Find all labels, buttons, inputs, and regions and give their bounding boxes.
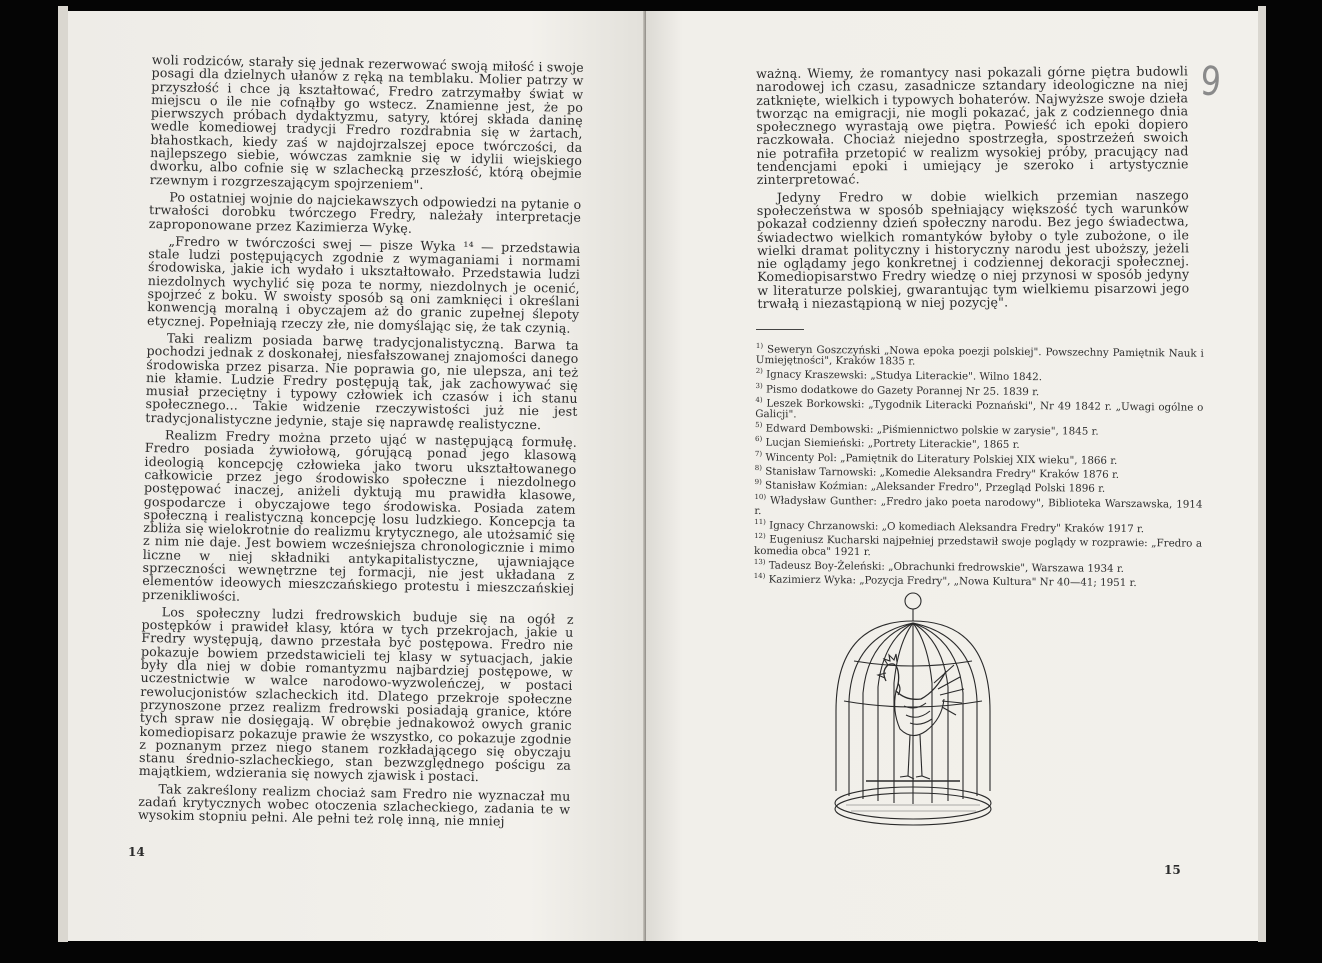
footnote: $^{8)}$ Stanisław Tarnowski: „Komedie Aleksandra Fredry" Kraków 1876 r. (754, 464, 1120, 482)
left-page-text (138, 53, 584, 833)
footnote: $^{14)}$ Kazimierz Wyka: „Pozycja Fredry", „Nowa Kultura" Nr 40—41; 1951 r. (753, 571, 1137, 589)
footnote: $^{3)}$ Pismo dodatkowe do Gazety Porannej Nr 25. 1839 r. (755, 381, 1040, 398)
footnote: $^{5)}$ Edward Dembowski: „Piśmiennictwo polskie w zarysie", 1845 r. (755, 421, 1099, 438)
right-page-text (756, 64, 1190, 314)
footnote: $^{11)}$ Ignacy Chrzanowski: „O komediach Aleksandra Fredry" Kraków 1917 r. (754, 517, 1145, 536)
footnote: $^{12)}$ Eugeniusz Kucharski najpełniej przedstawił swoje poglądy w rozprawie: „Fredro a komedia obca" 1921 r. (753, 532, 1203, 558)
left-page (68, 11, 646, 941)
footnote: $^{10)}$ Władysław Gunther: „Fredro jako poeta narodowy", Biblioteka Warszawska, 1914 r. (754, 492, 1203, 518)
footnote-separator (756, 329, 804, 330)
right-page-edge (1258, 6, 1266, 942)
paragraph: woli rodziców, starały się jednak rezerwować swoją miłość i swoje posagi dla dzielnych ułanów z ręką na temblaku. Molier patrzy w przyszłość i chce ją kształtować, Fredro zatrzymałby świat w miejscu o ile nie cofnąłby go wstecz. Znamienne jest, że po pierwszych próbach dydaktyzmu, satyry, której składa daninę wedle komediowej tradycji Fredro rozdrabnia się w żartach, błahostkach, kiedy zaś w najdojrzalszej epoce twórczości, da najlepszego siebie, wówczas zamknie się w idylii wiejskiego dworku, albo cofnie się w szlachecką przeszłość, którą obejmie rzewnym i rozgrzeszającym spojrzeniem". (149, 52, 584, 192)
paragraph: Los społeczny ludzi fredrowskich buduje się na ogół z postępków i prawideł klasy, która w tych przekrojach, jakie u Fredry występują, dawno przestała być postępowa. Fredro nie pokazuje bowiem przedstawicieli tej klasy w sytuacjach, jakie były dla niej w dobie romantyzmu najbardziej postępowe, w uczestnictwie w walce narodowo-wyzwoleńczej, w postaci rewolucjonistów szlacheckich itd. Dlatego przekroje społeczne przynoszone przez realizm fredrowski posiadają granice, które tych spraw nie dosięgają. W obrębie jednakowoż owych granic komediopisarz pokazuje prawie że wszystko, co pokazuje zgodnie z poznanym przez niego stanem rozkładającego się obyczaju stanu średnio-szlacheckiego, stan bezwzględnego pościgu za majątkiem, wdzierania się nowych zjawisk i postaci. (138, 604, 574, 785)
paragraph: Realizm Fredry można przeto ująć w następującą formułę. Fredro posiada żywiołową, górującą ponad jego klasową ideologią koncepcję człowieka jako tworu ukształtowanego całkowicie przez jego środowisko społeczne i niezdolnego postępować inaczej, aniżeli dyktują mu prawidła klasowe, gospodarcze i obyczajowe tego środowiska. Posiada zatem społeczną i realistyczną koncepcję losu ludzkiego. Koncepcja ta zbliża się wielokrotnie do realizmu krytycznego, ale utożsamić się z nim nie daje. Jest bowiem wcześniejsza chronologicznie i mimo liczne w niej składniki antykapitalistyczne, ujawniające sprzeczności wewnętrzne tej formacji, nie jest układana z elementów ideowych mieszczańskiego protestu i mieszczańskiej przenikliwości. (141, 427, 578, 604)
footnote: $^{6)}$ Lucjan Siemieński: „Portrety Literackie", 1865 r. (755, 435, 1020, 452)
footnote: $^{2)}$ Ignacy Kraszewski: „Studya Literackie". Wilno 1842. (755, 367, 1043, 384)
footnote: $^{7)}$ Wincenty Pol: „Pamiętnik do Literatury Polskiej XIX wieku", 1866 r. (754, 449, 1118, 467)
caged-rooster-illustration (826, 591, 1001, 836)
right-page (646, 11, 1258, 941)
book-spread (68, 11, 1258, 941)
footnotes (754, 341, 1204, 590)
paragraph: ważną. Wiemy, że romantycy nasi pokazali górne piętra budowli narodowej ich czasu, zasadnicze sztandary ideologiczne na niej zatknięte, wielkich i typowych bohaterów. Najwyższe swoje dzieła tworząc na emigracji, nie mogli pokazać, jak z codziennego dnia społecznego wyrastają owe piętra. Powieść ich epoki dopiero raczkowała. Chociaż niejedno spostrzegła, spostrzeżeń swoich nie potrafiła przetopić w realizm wysokiej próby, pracujący nad tendencjami epoki i umiejący je szeroko i artystycznie zinterpretować. (755, 63, 1189, 188)
page-number: 15 (1164, 863, 1181, 877)
left-page-edge (58, 6, 68, 942)
footnote: $^{1)}$ Seweryn Goszczyński „Nowa epoka poezji polskiej". Powszechny Pamiętnik Nauk i Umiejętności", Kraków 1835 r. (755, 341, 1204, 368)
footnote: $^{9)}$ Stanisław Koźmian: „Aleksander Fredro", Przegląd Polski 1896 r. (754, 478, 1106, 496)
footnote: $^{4)}$ Leszek Borkowski: „Tygodnik Literacki Poznański", Nr 49 1842 r. „Uwagi ogólne o Galicji". (755, 395, 1204, 421)
page-number: 14 (128, 845, 145, 859)
paragraph: Tak zakreślony realizm chociaż sam Fredro nie wyznaczał mu zadań krytycznych wobec otoczenia szlacheckiego, zadania te w wysokim stopniu pełni. Ale pełni też rolę inną, nie mniej (137, 780, 571, 829)
paragraph: Po ostatniej wojnie do najciekawszych odpowiedzi na pytanie o trwałości dorobku twórczego Fredry, należały interpretacje zaproponowane przez Kazimierza Wykę. (148, 189, 582, 236)
paragraph: Jedyny Fredro w dobie wielkich przemian naszego społeczeństwa w sposób spełniający większość tych warunków pokazał codzienny dzień społeczny narodu. Bez jego świadectwa, świadectwo wielkich romantyków byłoby o tyle zubożone, o ile wielki dramat polityczny i historyczny narodu jest uboższy, jeżeli nie oglądamy jego konkretnej i codziennej dekoracji społecznej. Komediopisarstwo Fredry wiedzę o niej przynosi w sposób jedyny w literaturze polskiej, gwarantując tym wielkiemu pisarzowi jego trwałą i niezastąpioną w niej pozycję". (756, 187, 1190, 312)
footnote: $^{13)}$ Tadeusz Boy-Żeleński: „Obrachunki fredrowskie", Warszawa 1934 r. (753, 557, 1125, 575)
paragraph: Taki realizm posiada barwę tradycjonalistyczną. Barwa ta pochodzi jednak z doskonałej, niesfałszowanej znajomości danego środowiska przez pisarza. Nie poprawia go, nie ulepsza, ani też nie kłamie. Ludzie Fredry postępują tak, jak zachowywać się musiał przeciętny i typowy człowiek ich czasów i ich stanu społecznego... Takie widzenie rzeczywistości już nie jest tradycjonalistyczne jedynie, staje się naprawdę realistyczne. (145, 330, 579, 432)
handwritten-page-number: 9 (1198, 58, 1223, 106)
paragraph: „Fredro w twórczości swej — pisze Wyka ¹⁴ — przedstawia stale ludzi postępujących zgodnie z wymaganiami i normami środowiska, jakie ich wydało i ukształtowało. Przedstawia ludzi niezdolnych wychylić się poza te normy, niezdolnych je ocenić, spojrzeć z boku. W swoisty sposób są oni zamknięci i określani konwencją moralną i obyczajem aż do granic zupełnej ślepoty etycznej. Popełniają rzeczy złe, nie domyślając się, że tak czynią. (146, 233, 581, 336)
